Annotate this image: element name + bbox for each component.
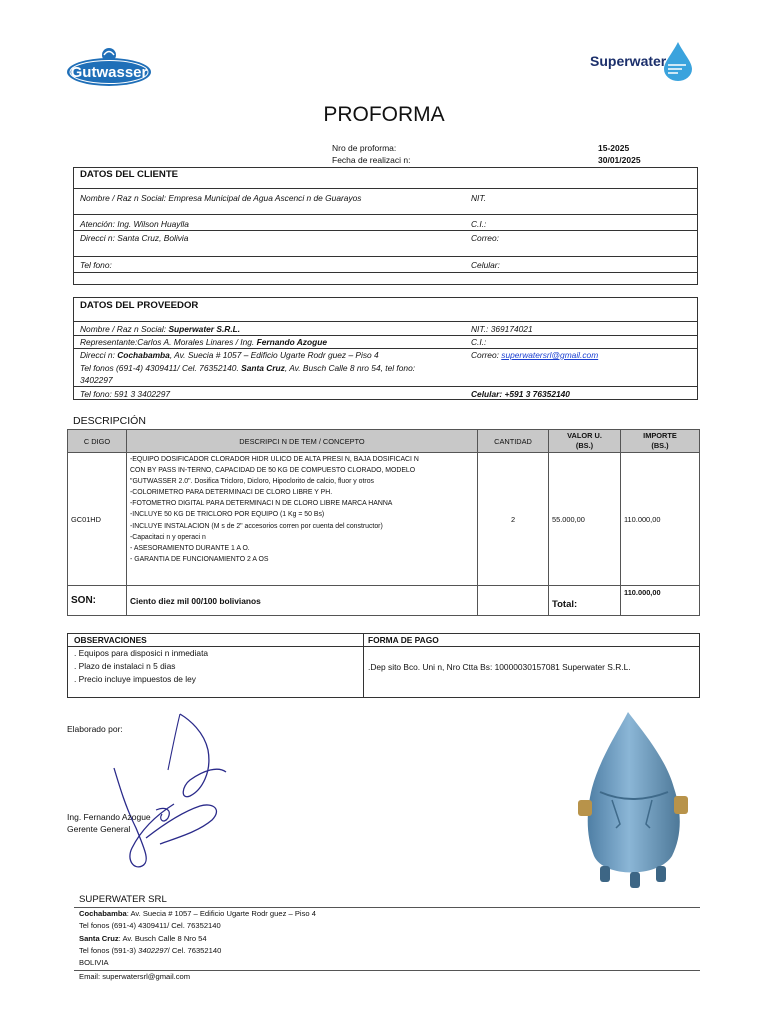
email-link[interactable]: superwatersrl@gmail.com [501,350,599,360]
footer-line-4: Tel fonos (591-3) 3402297/ Cel. 76352140 [79,946,222,955]
col-descripcion: DESCRIPCI N DE TEM / CONCEPTO [127,430,478,453]
signature [86,710,246,880]
svg-text:Superwater: Superwater [590,53,667,69]
son-text: Ciento diez mil 00/100 bolivianos [127,586,478,616]
row-descripcion: -EQUIPO DOSIFICADOR CLORADOR HIDR ULICO DE ALTA PRESI N, BAJA DOSIFICACI N CON BY PASS IN-TERNO, CAPACIDAD DE 50 KG DE COMPUESTO CLORADO, MODELO "GUTWASSER 2.0". Dosifica Tricloro, Dicloro, Hipoclorito de calcio, fluor y otros -COLORIMETRO PARA DETERMINACI DE CLORO LIBRE Y PH. -FOTOMETRO DIGITAL PARA DETERMINACI N DE CLORO LIBRE MARCA HANNA -INCLUYE 50 KG DE TRICLORO POR EQUIPO (1 Kg = 50 Bs) -INCLUYE INSTALACION (M s de 2" accesorios corren por cuenta del constructor) -Capacitaci n y operaci n - ASESORAMIENTO DURANTE 1 A O. - GARANTIA DE FUNCIONAMIENTO 2 A OS [127,453,478,586]
table-header-row [68,430,700,453]
cliente-telefono: Tel fono: [80,260,112,270]
gutwasser-logo [66,46,152,92]
obs-item: . Precio incluye impuestos de ley [74,674,196,684]
proveedor-header: DATOS DEL PROVEEDOR [80,300,199,311]
nro-proforma-value: 15-2025 [598,143,630,153]
page-title: PROFORMA [323,103,445,126]
elaborado-label: Elaborado por: [67,724,123,734]
proveedor-box [73,297,698,400]
firma-nombre: Ing. Fernando Azogue [67,812,151,822]
nro-proforma-label: Nro de proforma: [332,143,397,153]
total-value: 110.000,00 [621,586,700,616]
footer-empresa: SUPERWATER SRL [79,894,167,905]
fecha-label: Fecha de realizaci n: [332,155,411,165]
descripcion-label: DESCRIPCIÓN [73,415,146,427]
cliente-correo: Correo: [471,233,499,243]
proveedor-nombre: Nombre / Raz n Social: Superwater S.R.L. [80,324,241,334]
row-cantidad: 2 [478,453,549,586]
son-label: SON: [68,586,127,616]
observaciones-header: OBSERVACIONES [74,635,147,645]
col-importe: IMPORTE (BS.) [621,430,700,453]
son-row [68,586,700,616]
proveedor-direccion-2: Tel fonos (691-4) 4309411/ Cel. 76352140. Santa Cruz, Av. Busch Calle 8 nro 54, tel fono: [80,363,416,373]
svg-text:Gutwasser: Gutwasser [70,64,148,81]
proveedor-direccion: Direcci n: Cochabamba, Av. Suecia # 1057 – Edificio Ugarte Rodr guez – Piso 4 [80,350,379,360]
row-valor: 55.000,00 [549,453,621,586]
footer-line-5: BOLIVIA [79,958,109,967]
proveedor-telefono: Tel fono: 591 3 3402297 [80,389,171,399]
proveedor-nit: NIT.: 369174021 [471,324,533,334]
footer-line-3: Santa Cruz: Av. Busch Calle 8 Nro 54 [79,934,207,943]
product-image [570,708,700,894]
row-importe: 110.000,00 [621,453,700,586]
cliente-nombre: Nombre / Raz n Social: Empresa Municipal de Agua Ascenci n de Guarayos [80,193,362,203]
superwater-logo [588,38,696,82]
cliente-box [73,167,698,285]
table-row [68,453,700,586]
obs-item: . Plazo de instalaci n 5 dias [74,661,176,671]
footer-email: Email: superwatersrl@gmail.com [79,972,191,981]
footer-line-2: Tel fonos (691-4) 4309411/ Cel. 76352140 [79,921,221,930]
cliente-ci: C.I.: [471,219,487,229]
footer-line-1: Cochabamba: Av. Suecia # 1057 – Edificio Ugarte Rodr guez – Piso 4 [79,909,316,918]
proveedor-representante: Representante:Carlos A. Morales Linares / Ing. Fernando Azogue [80,337,328,347]
cliente-atencion: Atención: Ing. Wilson Huaylla [80,219,189,229]
col-codigo: C DIGO [68,430,127,453]
cliente-nit: NIT. [471,193,487,203]
col-valor: VALOR U. (BS.) [549,430,621,453]
cliente-header: DATOS DEL CLIENTE [80,169,179,180]
col-cantidad: CANTIDAD [478,430,549,453]
proveedor-celular: Celular: +591 3 76352140 [471,389,570,399]
son-empty [478,586,549,616]
cliente-direccion: Direcci n: Santa Cruz, Bolivia [80,233,189,243]
total-label: Total: [549,586,621,616]
observaciones-box [67,633,700,698]
cliente-celular: Celular: [471,260,500,270]
proveedor-direccion-3: 3402297 [80,375,113,385]
firma-cargo: Gerente General [67,824,131,834]
proveedor-ci: C.I.: [471,337,487,347]
forma-pago-header: FORMA DE PAGO [368,635,439,645]
forma-pago-text: .Dep sito Bco. Uni n, Nro Ctta Bs: 10000030157081 Superwater S.R.L. [368,662,631,672]
row-codigo: GC01HD [68,453,127,586]
items-table [67,429,700,616]
fecha-value: 30/01/2025 [598,155,641,165]
obs-item: . Equipos para disposici n inmediata [74,648,209,658]
proveedor-correo: Correo: superwatersrl@gmail.com [471,350,599,360]
